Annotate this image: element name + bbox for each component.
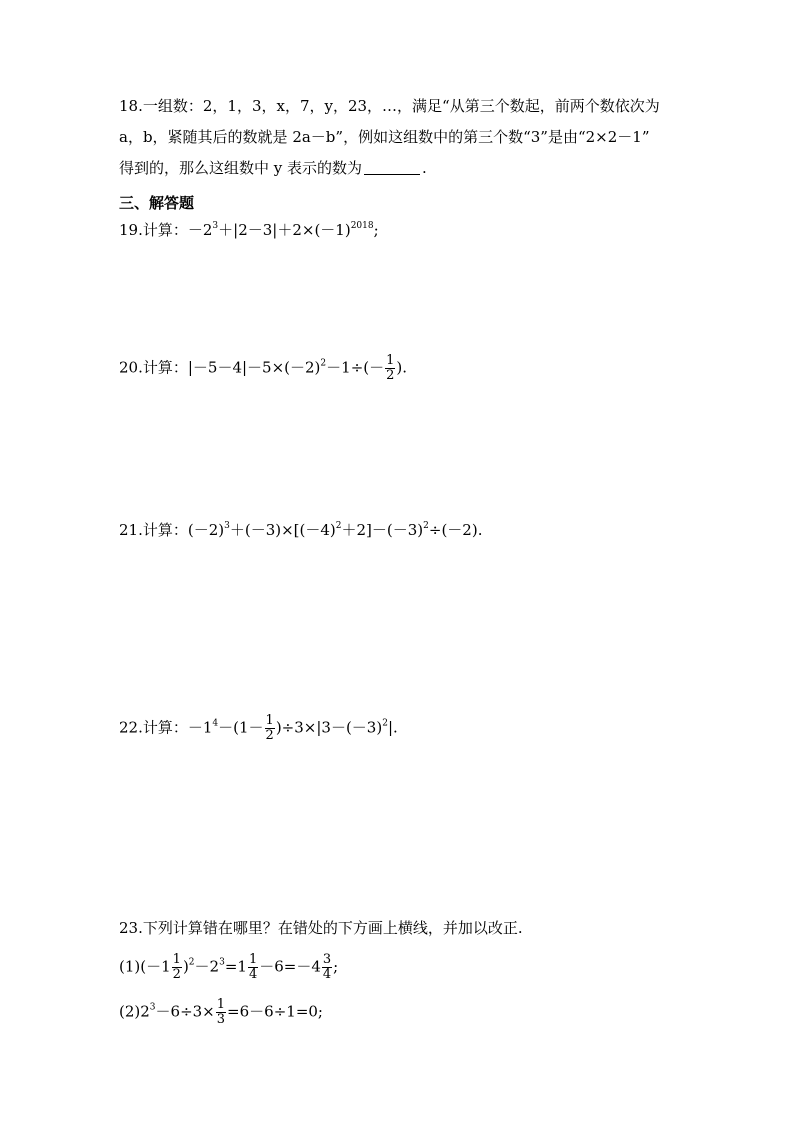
q23-p2-fraction [216,998,226,1027]
q21-part-b: ＋(－3)×[(－4) [229,521,336,539]
q21-exponent-2: 2 [335,521,342,531]
q22-fraction [265,714,275,743]
q23-p1-f: ; [333,957,339,976]
q23-p2-a: (2)2 [119,1002,150,1021]
q22-part-c: )÷3×|3－(－3) [275,718,383,737]
q21-exponent-3: 2 [423,521,429,531]
q20-exponent: 2 [320,358,327,369]
q22-exponent-1: 4 [212,718,219,729]
q23-p1-f2-denominator: 4 [248,967,258,982]
q18-answer-blank[interactable] [364,160,420,175]
q21-exponent-1: 3 [224,521,230,531]
q18-line3 [119,158,427,178]
q23-p1-fraction-2 [248,953,258,982]
q21-part-a: 21.计算：(－2) [119,521,225,539]
q20-fraction [385,354,395,383]
q20-part-a: 20.计算：|－5－4|－5×(－2) [119,358,321,377]
q23-p1-a: (1)(－1 [119,957,171,976]
q23-p1-f3-denominator: 4 [322,967,332,982]
q23-p2-f1-denominator: 3 [216,1012,226,1027]
q19-part-b: ＋|2－3|＋2×(－1) [218,221,351,239]
q22-part-b: －(1－ [218,718,264,737]
q23-p1-e: －6=－4 [259,957,321,976]
q18-text-1: 18.一组数：2，1，3，x，7，y，23，…，满足“从第三个数起，前两个数依次为 [119,97,660,115]
q22-exponent-2: 2 [382,718,388,729]
q18-line2 [119,127,650,147]
q23-p1-fraction-3 [322,953,332,982]
q20-frac-numerator: 1 [386,353,395,368]
q23-p1-f2-numerator: 1 [248,952,258,967]
q18-line1 [119,96,660,116]
q23-p1-exponent-2: 3 [219,957,225,968]
q18-text-3: 得到的，那么这组数中 y 表示的数为 [119,159,363,177]
section-title: 三、解答题 [119,194,195,212]
q23-p1-exponent-1: 2 [188,957,195,968]
q23-p1-f1-denominator: 2 [172,967,181,982]
q20-frac-denominator: 2 [386,368,395,383]
q23-p2-exponent: 3 [149,1002,156,1013]
q20-part-c: ). [396,358,408,377]
q22-expression [119,714,398,743]
q23-p1-c: －2 [194,957,220,976]
q21-expression [119,520,482,540]
q23-p1-b: ) [182,957,189,976]
q20-expression [119,354,407,383]
q23-p1-d: =1 [224,957,247,976]
q22-frac-numerator: 1 [265,713,274,728]
q19-exponent-b: 2018 [350,221,374,231]
q23-p1-f3-numerator: 3 [322,952,332,967]
q23-p2-f1-numerator: 1 [216,997,226,1012]
q23-part1 [119,953,338,982]
q21-part-d: ÷(－2). [428,521,483,539]
q21-part-c: ＋2]－(－3) [341,521,424,539]
q23-p1-fraction-1 [172,953,182,982]
q22-frac-denominator: 2 [265,728,274,743]
q23-p2-b: －6÷3× [155,1002,215,1021]
q19-part-a: 19.计算：－2 [119,221,213,239]
q23-p1-f1-numerator: 1 [172,952,181,967]
q19-expression [119,220,379,240]
q18-text-2: a，b，紧随其后的数就是 2a－b”，例如这组数中的第三个数“3”是由“2×2－1” [119,128,650,146]
q20-part-b: －1÷(－ [326,358,385,377]
q22-part-a: 22.计算：－1 [119,718,213,737]
q19-exponent-a: 3 [212,221,219,231]
q23-title: 23.下列计算错在哪里？在错处的下方画上横线，并加以改正. [119,919,523,937]
q23-part2 [119,998,323,1027]
q18-end: . [422,159,427,177]
q22-part-d: |. [387,718,398,737]
q23-p2-c: =6－6÷1=0; [227,1002,323,1021]
q19-part-c: ; [373,221,379,239]
